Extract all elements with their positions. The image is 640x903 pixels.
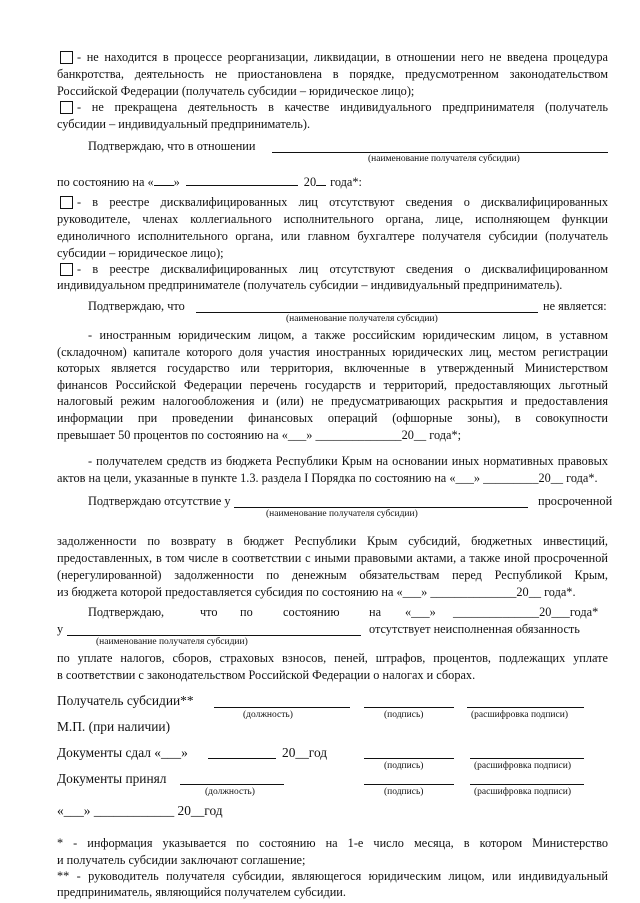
s2-item2-line2: индивидуальном предпринимателе (получатель субсидии – индивидуальный предприниматель). [57,278,563,292]
checkbox[interactable] [60,263,73,276]
s3-p1-line5: налоговый режим налогообложения и (или) не предусматривающих раскрытия и предоставления [57,394,608,408]
s5-mid: отсутствует неисполненная обязанность [369,622,580,636]
s5-w7: ______________20___года* [453,605,599,619]
s3-p2-line1: - получателем средств из бюджета Республики Крым на основании иных нормативных правовых [88,454,608,468]
note2-line1: ** - руководитель получателя субсидии, являющегося юридическим лицом, или индивидуальный [57,869,608,883]
s3-tail: не является: [543,299,607,313]
checkbox[interactable] [60,51,73,64]
s1-item1-line2: банкротства, деятельность не приостановлена в порядке, предусмотренном законодательством [57,67,608,81]
s5-w1: Подтверждаю, [88,605,165,619]
s4-caption: (наименование получателя субсидии) [266,509,418,519]
s2-intro: Подтверждаю, что в отношении [88,139,256,153]
stamp-place: М.П. (при наличии) [57,719,171,734]
s5-line1: по уплате налогов, сборов, страховых взносов, пеней, штрафов, процентов, подлежащих уплате [57,651,608,665]
received-signature-caption: (подпись) [384,787,424,797]
decoding-line[interactable] [467,707,584,708]
s1-item2-line2: субсидии – индивидуальный предприниматель). [57,117,311,131]
s3-p1-last: превышает 50 процентов по состоянию на «___» ______________20__ года*; [57,428,462,442]
note2-line2: предприниматель, являющийся получателем субсидии. [57,885,346,899]
s3-p1-line4: финансов Российской Федерации перечень государств и территорий, предоставляющих льготный [57,378,608,392]
s5-w5: на [369,605,382,619]
s5-w2: что [200,605,218,619]
s3-caption: (наименование получателя субсидии) [286,314,438,324]
received-signature-line[interactable] [364,784,454,785]
s5-w4: состоянию [283,605,340,619]
s4-intro: Подтверждаю отсутствие у [88,494,231,508]
s4-last: из бюджета которой предоставляется субсидия по состоянию на «___» ______________20__ года*. [57,585,576,599]
note1-line1: * - информация указывается по состоянию на 1-е число месяца, в котором Министерство [57,836,608,850]
checkbox[interactable] [60,196,73,209]
received-decoding-line[interactable] [470,784,584,785]
docs-received: Документы принял [57,771,167,786]
s5-last: в соответствии с законодательством Российской Федерации о налогах и сборах. [57,668,476,682]
position-line[interactable] [214,707,350,708]
sign-recipient: Получатель субсидии** [57,693,194,708]
s2-caption: (наименование получателя субсидии) [368,154,520,164]
docs-handed: Документы сдал «___» [57,745,188,760]
received-decoding-caption: (расшифровка подписи) [474,787,571,797]
docs-handed-year: 20__год [282,745,328,760]
s1-item2-line1: - не прекращена деятельность в качестве индивидуального предпринимателя (получатель [60,100,608,115]
received-position-line[interactable] [180,784,284,785]
s2-item2-line1: - в реестре дисквалифицированных лиц отсутствуют сведения о дисквалифицированном [60,262,608,277]
checkbox[interactable] [60,101,73,114]
s4-line3: (нерегулированной) задолженности по денежным обязательствам перед Республикой Крым, [57,568,608,582]
s4-line1: задолженности по возврату в бюджет Республики Крым субсидий, бюджетных инвестиций, [57,534,608,548]
s2-item1-line4: субсидии – юридическое лицо); [57,246,224,260]
signature-line[interactable] [364,707,454,708]
handed-decoding-line[interactable] [470,758,584,759]
s1-item1-line1: - не находится в процессе реорганизации, ликвидации, в отношении него не введена процедура [60,50,608,65]
signature-caption: (подпись) [384,710,424,720]
s3-p1-line1: - иностранным юридическим лицом, а также российским юридическим лицом, в уставном [88,328,608,342]
s3-p1-line3: которых является государство или территория, включенные в утвержденный Министерством [57,361,608,375]
s4-line2: предоставленных, в том числе в соответствии с иными правовыми актами, а также иной просроченной [57,551,608,565]
decoding-caption: (расшифровка подписи) [471,710,568,720]
s3-p1-line6: информации при проведении финансовых операций (офшорные зоны), в совокупности [57,411,608,425]
handed-signature-line[interactable] [364,758,454,759]
s2-item1-line3: единоличного исполнительного органа, или главном бухгалтере получателя субсидии (получатель [57,229,608,243]
s3-intro: Подтверждаю, что [88,299,185,313]
recipient-name-line[interactable] [272,152,608,153]
s5-w3: по [240,605,253,619]
position-caption: (должность) [243,710,293,720]
s2-date: по состоянию на « » 20 года*: [57,175,362,189]
handed-signature-caption: (подпись) [384,761,424,771]
recipient-name-line[interactable] [234,507,528,508]
s5-caption: (наименование получателя субсидии) [96,637,248,647]
s5-w6: «___» [405,605,436,619]
s1-item1-line3: Российской Федерации (получатель субсидии – юридическое лицо); [57,84,415,98]
handed-date-line[interactable] [208,758,276,759]
s2-item1-line1: - в реестре дисквалифицированных лиц отсутствуют сведения о дисквалифицированных [60,195,608,210]
s3-p2-last: актов на цели, указанные в пункте 1.3. раздела I Порядка по состоянию на «___» _________20__ года*. [57,471,598,485]
s4-tail: просроченной [538,494,613,508]
s5-u: у [57,622,64,636]
s3-p1-line2: (складочном) капитале которого доля участия иностранных юридических лиц, местом регистрации [57,345,608,359]
s2-item1-line2: руководителе, членах коллегиального исполнительного органа, лице, исполняющем функции [57,212,608,226]
receive-date: «___» ____________ 20__год [57,803,223,818]
recipient-name-line[interactable] [67,635,361,636]
recipient-name-line[interactable] [196,312,538,313]
handed-decoding-caption: (расшифровка подписи) [474,761,571,771]
note1-line2: и получатель субсидии заключают соглашение; [57,853,306,867]
received-position-caption: (должность) [205,787,255,797]
